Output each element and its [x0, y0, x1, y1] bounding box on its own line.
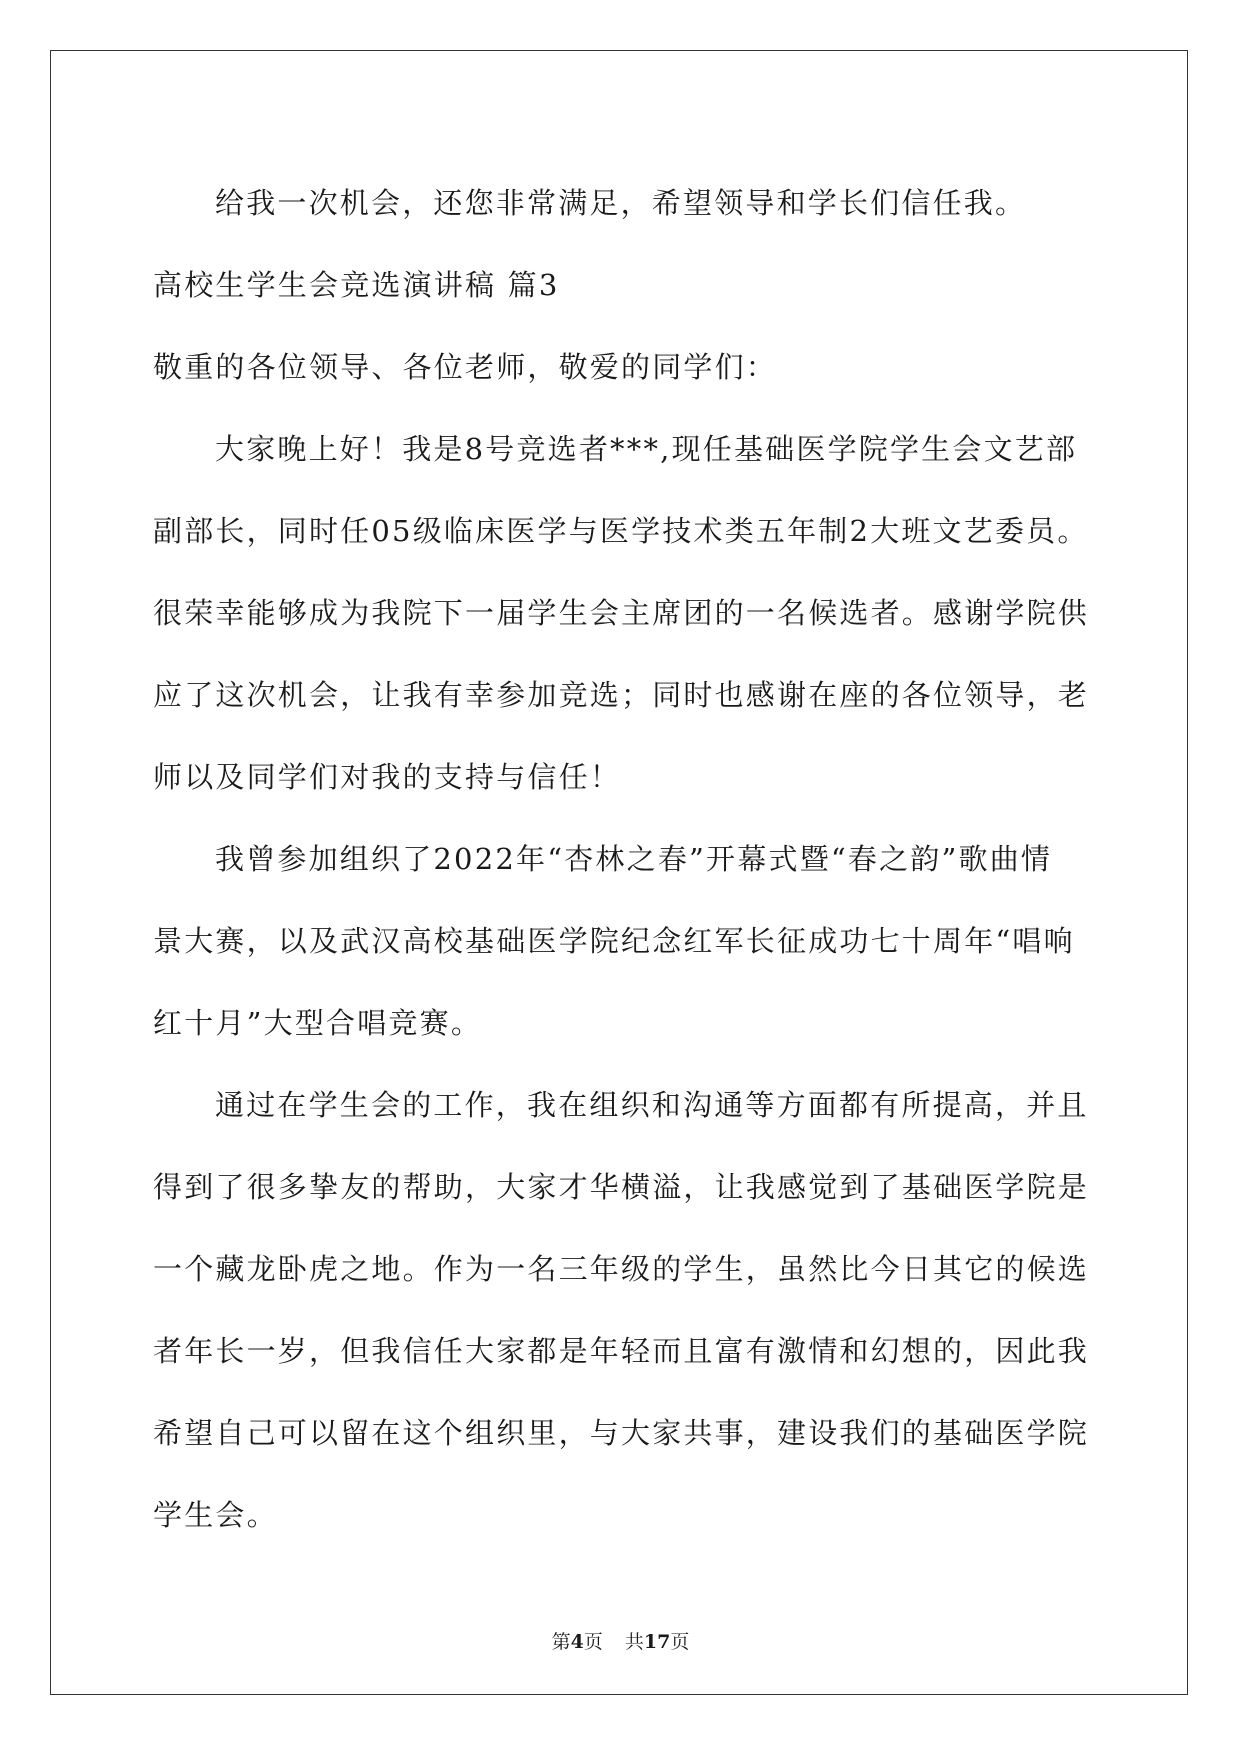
text-line: 给我一次机会，还您非常满足，希望领导和学长们信任我。 — [215, 186, 1027, 220]
footer-total-suffix: 页 — [670, 1631, 690, 1653]
footer-page-prefix: 第 — [551, 1631, 571, 1653]
text-line: 副部长，同时任05级临床医学与医学技术类五年制2大班文艺委员。 — [153, 514, 1089, 548]
text-line: 红十月”大型合唱竞赛。 — [153, 1006, 483, 1040]
text-line: 景大赛，以及武汉高校基础医学院纪念红军长征成功七十周年“唱响 — [153, 924, 1075, 958]
page-footer — [0, 1627, 1241, 1654]
text-line: 希望自己可以留在这个组织里，与大家共事，建设我们的基础医学院 — [153, 1416, 1090, 1450]
text-line: 者年长一岁，但我信任大家都是年轻而且富有激情和幻想的，因此我 — [153, 1334, 1090, 1368]
section-heading: 高校生学生会竞选演讲稿 篇3 — [153, 268, 560, 302]
text-line: 大家晚上好！我是8号竞选者***,现任基础医学院学生会文艺部 — [215, 432, 1078, 466]
document-body — [153, 162, 1088, 1556]
footer-page-number: 4 — [570, 1631, 584, 1653]
text-line: 应了这次机会，让我有幸参加竞选；同时也感谢在座的各位领导，老 — [153, 678, 1090, 712]
text-line: 通过在学生会的工作，我在组织和沟通等方面都有所提高，并且 — [215, 1088, 1089, 1122]
text-line: 很荣幸能够成为我院下一届学生会主席团的一名候选者。感谢学院供 — [153, 596, 1090, 630]
text-line: 学生会。 — [153, 1498, 278, 1532]
footer-total-prefix: 共 — [624, 1631, 644, 1653]
text-line: 得到了很多挚友的帮助，大家才华横溢，让我感觉到了基础医学院是 — [153, 1170, 1090, 1204]
footer-total-pages: 17 — [643, 1631, 671, 1653]
salutation: 敬重的各位领导、各位老师，敬爱的同学们： — [153, 350, 778, 384]
text-line: 我曾参加组织了2022年“杏林之春”开幕式暨“春之韵”歌曲情 — [215, 842, 1053, 876]
footer-page-suffix: 页 — [583, 1631, 603, 1653]
text-line: 师以及同学们对我的支持与信任！ — [153, 760, 622, 794]
text-line: 一个藏龙卧虎之地。作为一名三年级的学生，虽然比今日其它的候选 — [153, 1252, 1090, 1286]
